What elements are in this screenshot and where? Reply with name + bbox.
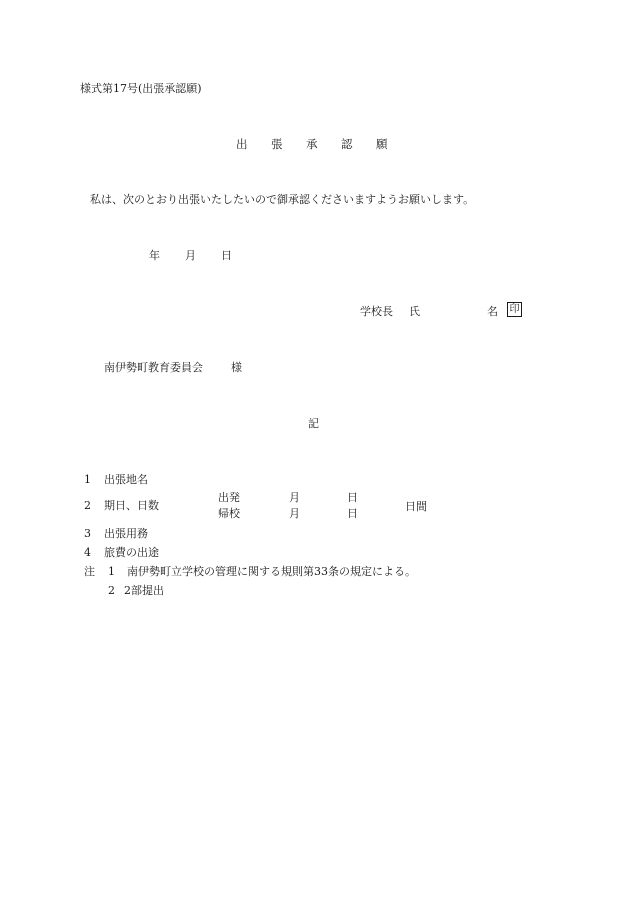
return-day-label: 日 bbox=[347, 507, 358, 520]
seal-mark: 印 bbox=[507, 302, 522, 317]
title-char: 承 bbox=[306, 137, 318, 151]
item-label-period: 期日、日数 bbox=[104, 499, 159, 512]
return-label: 帰校 bbox=[218, 507, 240, 520]
addressee-name: 南伊勢町教育委員会 bbox=[104, 361, 203, 374]
depart-month-label: 月 bbox=[289, 491, 300, 504]
note-text: 2部提出 bbox=[124, 584, 164, 597]
item-number: 3 bbox=[84, 527, 91, 540]
item-number: 4 bbox=[84, 546, 91, 559]
name-prefix-label: 氏 bbox=[409, 305, 420, 318]
item-label-destination: 出張地名 bbox=[104, 473, 148, 486]
ki-heading: 記 bbox=[308, 417, 319, 430]
days-unit-label: 日間 bbox=[405, 500, 427, 513]
request-text: 私は、次のとおり出張いたしたいので御承認くださいますようお願いします。 bbox=[90, 193, 475, 206]
note-label: 注 bbox=[84, 565, 95, 578]
title-char: 張 bbox=[271, 137, 283, 151]
note-number: 1 bbox=[108, 565, 115, 578]
title-char: 出 bbox=[236, 137, 248, 151]
principal-label: 学校長 bbox=[360, 305, 393, 318]
date-line bbox=[149, 250, 257, 261]
item-number: 1 bbox=[84, 473, 91, 486]
depart-day-label: 日 bbox=[347, 491, 358, 504]
form-number: 様式第17号(出張承認願) bbox=[80, 82, 202, 95]
name-suffix-label: 名 bbox=[487, 305, 498, 318]
item-label-expense-source: 旅費の出途 bbox=[104, 546, 159, 559]
title-char: 認 bbox=[341, 137, 353, 151]
depart-label: 出発 bbox=[218, 491, 240, 504]
item-number: 2 bbox=[84, 499, 91, 512]
return-month-label: 月 bbox=[289, 507, 300, 520]
date-year-label: 年 bbox=[149, 249, 160, 262]
title-char: 願 bbox=[376, 137, 388, 151]
note-text: 南伊勢町立学校の管理に関する規則第33条の規定による。 bbox=[127, 565, 416, 578]
note-number: 2 bbox=[108, 584, 115, 597]
date-day-label: 日 bbox=[221, 249, 232, 262]
date-month-label: 月 bbox=[185, 249, 196, 262]
document-title bbox=[236, 139, 411, 151]
item-label-purpose: 出張用務 bbox=[104, 527, 148, 540]
addressee-honorific: 様 bbox=[231, 361, 242, 374]
